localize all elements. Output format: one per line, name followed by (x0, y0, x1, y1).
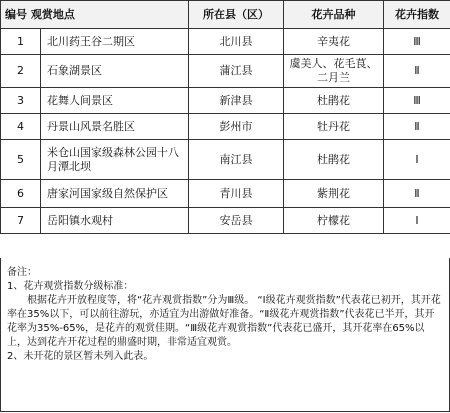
table-row (1, 114, 450, 140)
row-county: 安岳县 (189, 208, 284, 234)
row-num: 1 (1, 29, 41, 55)
row-variety: 辛夷花 (284, 29, 384, 55)
table-row (1, 208, 450, 234)
row-index: Ⅱ (384, 114, 450, 140)
row-variety: 杜鹃花 (284, 140, 384, 180)
table-row (1, 180, 450, 208)
header-index: 花卉指数 (384, 1, 450, 29)
row-variety: 杜鹃花 (284, 88, 384, 114)
table-row (1, 29, 450, 55)
row-place: 米仓山国家级森林公园十八月潭北坝 (41, 140, 189, 180)
table-header-row (1, 1, 450, 29)
header-variety: 花卉品种 (284, 1, 384, 29)
row-index: Ⅱ (384, 180, 450, 208)
notes-section (0, 258, 450, 412)
row-place: 丹景山风景名胜区 (41, 114, 189, 140)
header-num: 编号 (5, 7, 27, 21)
row-county: 新津县 (189, 88, 284, 114)
row-place: 唐家河国家级自然保护区 (41, 180, 189, 208)
row-index: Ⅱ (384, 55, 450, 88)
row-num: 5 (1, 140, 41, 180)
row-variety: 牡丹花 (284, 114, 384, 140)
row-num: 4 (1, 114, 41, 140)
row-place: 北川药王谷二期区 (41, 29, 189, 55)
table-row (1, 140, 450, 180)
table-row (1, 55, 450, 88)
row-county: 北川县 (189, 29, 284, 55)
notes-item1-title: 1、花卉观赏指数分级标准： (7, 281, 134, 292)
notes-item2: 2、未开花的景区暂未列入此表。 (7, 351, 154, 362)
header-county: 所在县（区） (189, 1, 284, 29)
row-index: Ⅰ (384, 208, 450, 234)
row-num: 6 (1, 180, 41, 208)
header-place: 观赏地点 (30, 7, 75, 21)
row-num: 7 (1, 208, 41, 234)
notes-item1-body: 根据花卉开放程度等，将“花卉观赏指数”分为Ⅲ级。 “Ⅰ级花卉观赏指数”代表花已初开，其开花率在35%以下，可以前往游玩，亦适宜为出游做好准备。“Ⅱ级花卉观赏指数”代表花已半开，其开花率为35%-65%，是花卉的观赏佳期。“Ⅲ级花卉观赏指数”代表花已盛开，其开花率在65%以上，达到花卉开花过程的鼎盛时期，非常适宜观赏。 (7, 295, 441, 348)
header-num-place (1, 1, 189, 29)
row-place: 石象湖景区 (41, 55, 189, 88)
row-variety: 虞美人、花毛茛、二月兰 (284, 55, 384, 88)
row-place: 花舞人间景区 (41, 88, 189, 114)
row-county: 南江县 (189, 140, 284, 180)
row-index: Ⅲ (384, 88, 450, 114)
row-index: Ⅲ (384, 29, 450, 55)
row-num: 2 (1, 55, 41, 88)
row-index: Ⅰ (384, 140, 450, 180)
row-variety: 柠檬花 (284, 208, 384, 234)
notes-title: 备注： (7, 267, 37, 278)
row-county: 青川县 (189, 180, 284, 208)
row-num: 3 (1, 88, 41, 114)
table-row (1, 88, 450, 114)
row-county: 彭州市 (189, 114, 284, 140)
row-variety: 紫荆花 (284, 180, 384, 208)
row-place: 岳阳镇水观村 (41, 208, 189, 234)
row-county: 蒲江县 (189, 55, 284, 88)
